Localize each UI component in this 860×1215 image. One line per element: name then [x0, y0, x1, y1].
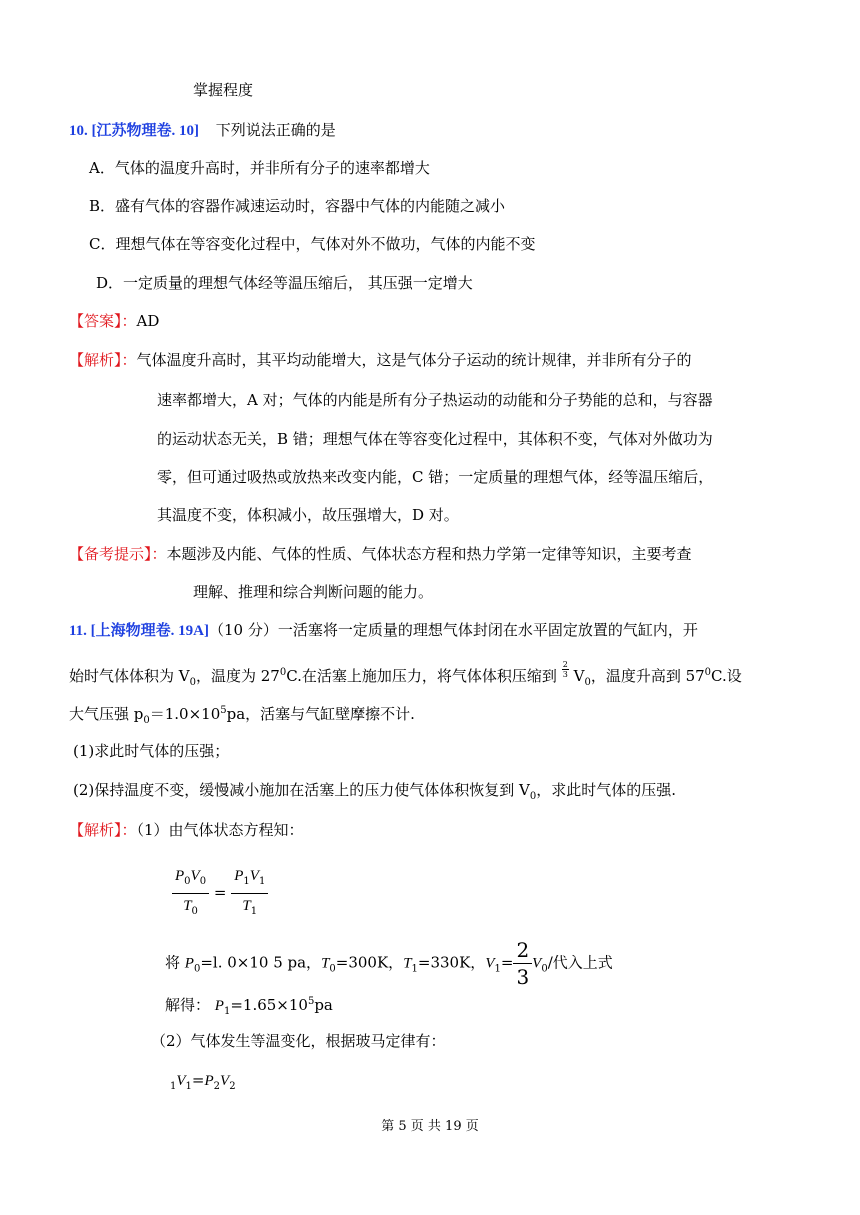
fraction-numerator: 2 — [562, 660, 568, 669]
question-11-line-3 — [69, 701, 415, 731]
analysis-10-line-3: 的运动状态无关，B 错；理想气体在等容变化过程中，其体积不变，气体对外做功为 — [157, 430, 713, 448]
page-footer: 第 5 页 共 19 页 — [381, 1119, 479, 1134]
q11-text: C.设 — [711, 667, 742, 685]
tip-line-2: 理解、推理和综合判断问题的能力。 — [193, 583, 434, 601]
superscript: 0 — [704, 667, 712, 678]
analysis-10-text: 气体温度升高时，其平均动能增大，这是气体分子运动的统计规律，并非所有分子的 — [136, 351, 692, 369]
question-10-number: 10. [江苏物理卷. 10] — [69, 123, 199, 139]
q11-text: (2)保持温度不变，缓慢减小施加在活塞上的压力使气体体积恢复到 V — [73, 781, 530, 799]
option-d: D．一定质量的理想气体经等温压缩后， 其压强一定增大 — [96, 274, 473, 292]
question-11-text-1: 一活塞将一定质量的理想气体封闭在水平固定放置的气缸内，开 — [277, 621, 698, 639]
subscript: 0 — [189, 677, 196, 688]
question-11-line-2 — [69, 660, 742, 693]
question-11-points: （10 分） — [209, 621, 278, 639]
state-equation — [172, 864, 268, 923]
analysis-11-text: （1）由气体状态方程知： — [136, 821, 304, 839]
fraction-two-thirds — [562, 660, 569, 679]
superscript: 5 — [220, 705, 227, 716]
substitution-line: 将 $P_0=l$. 0×10 5 pa，$T_0=300K$，$T_1=330K$，$V_1=$ $\frac{2}{3}$ $V_0/$代入上式 — [165, 938, 613, 989]
fraction-two-thirds-large: $\frac{2}{3}$ — [513, 937, 532, 990]
subscript: 0 — [143, 715, 150, 726]
q11-text: 大气压强 p — [69, 705, 144, 723]
top-line: 掌握程度 — [193, 81, 254, 99]
analysis-11-line-1 — [69, 820, 304, 840]
option-a: A．气体的温度升高时，并非所有分子的速率都增大 — [89, 159, 430, 177]
q11-text: ，求此时气体的压强. — [536, 781, 677, 799]
fraction-denominator: 3 — [562, 670, 568, 679]
answer-label: 【答案】： — [69, 312, 137, 330]
tip-label: 【备考提示】： — [69, 545, 167, 563]
q11-text: V — [573, 667, 585, 685]
subscript: 0 — [529, 791, 537, 802]
analysis-10-line-1 — [69, 350, 692, 370]
analysis-11-line-2: （2）气体发生等温变化，根据玻马定律有： — [151, 1032, 446, 1050]
answer-value: AD — [136, 312, 160, 330]
analysis-10-label: 【解析】： — [69, 351, 137, 369]
q11-text: ＝1.0×10 — [149, 705, 221, 723]
fraction-left: $\frac{P_0V_0}{T_0}$ — [172, 864, 209, 923]
analysis-10-line-5: 其温度不变，体积减小，故压强增大，D 对。 — [157, 506, 459, 524]
question-10-stem: 下列说法正确的是 — [215, 121, 336, 139]
q11-text: ，温度升高到 57 — [590, 667, 705, 685]
subscript: 0 — [584, 677, 591, 688]
boyle-equation: $_1V_1=P_2V_2$ — [170, 1071, 236, 1092]
q11-text: ，温度为 27 — [195, 667, 280, 685]
q11-text: C.在活塞上施加压力，将气体体积压缩到 — [286, 667, 557, 685]
question-10-header — [69, 120, 336, 141]
tip-text: 本题涉及内能、气体的性质、气体状态方程和热力学第一定律等知识，主要考查 — [166, 545, 692, 563]
analysis-10-line-4: 零，但可通过吸热或放热来改变内能，C 错；一定质量的理想气体，经等温压缩后， — [157, 468, 714, 486]
q11-text: pa，活塞与气缸壁摩擦不计. — [226, 705, 415, 723]
q11-text: 始时气体体积为 V — [69, 667, 190, 685]
question-11-number: 11. [上海物理卷. 19A] — [69, 623, 209, 639]
sub-question-1: (1)求此时气体的压强； — [73, 742, 230, 760]
superscript: 0 — [279, 667, 287, 678]
analysis-10-line-2: 速率都增大，A 对；气体的内能是所有分子热运动的动能和分子势能的总和，与容器 — [157, 391, 713, 409]
question-11-header — [69, 620, 698, 641]
fraction-right: $\frac{P_1V_1}{T_1}$ — [231, 864, 268, 923]
result-line: 解得： $P_1=1.65\times 10^5pa$ — [165, 996, 333, 1017]
tip-line-1 — [69, 544, 692, 564]
analysis-11-label: 【解析】： — [69, 821, 137, 839]
equals-sign: = — [213, 883, 227, 902]
sub-question-2 — [73, 780, 676, 807]
option-b: B．盛有气体的容器作减速运动时，容器中气体的内能随之减小 — [89, 197, 506, 215]
option-c: C．理想气体在等容变化过程中，气体对外不做功，气体的内能不变 — [89, 235, 536, 253]
answer-line — [69, 311, 159, 331]
